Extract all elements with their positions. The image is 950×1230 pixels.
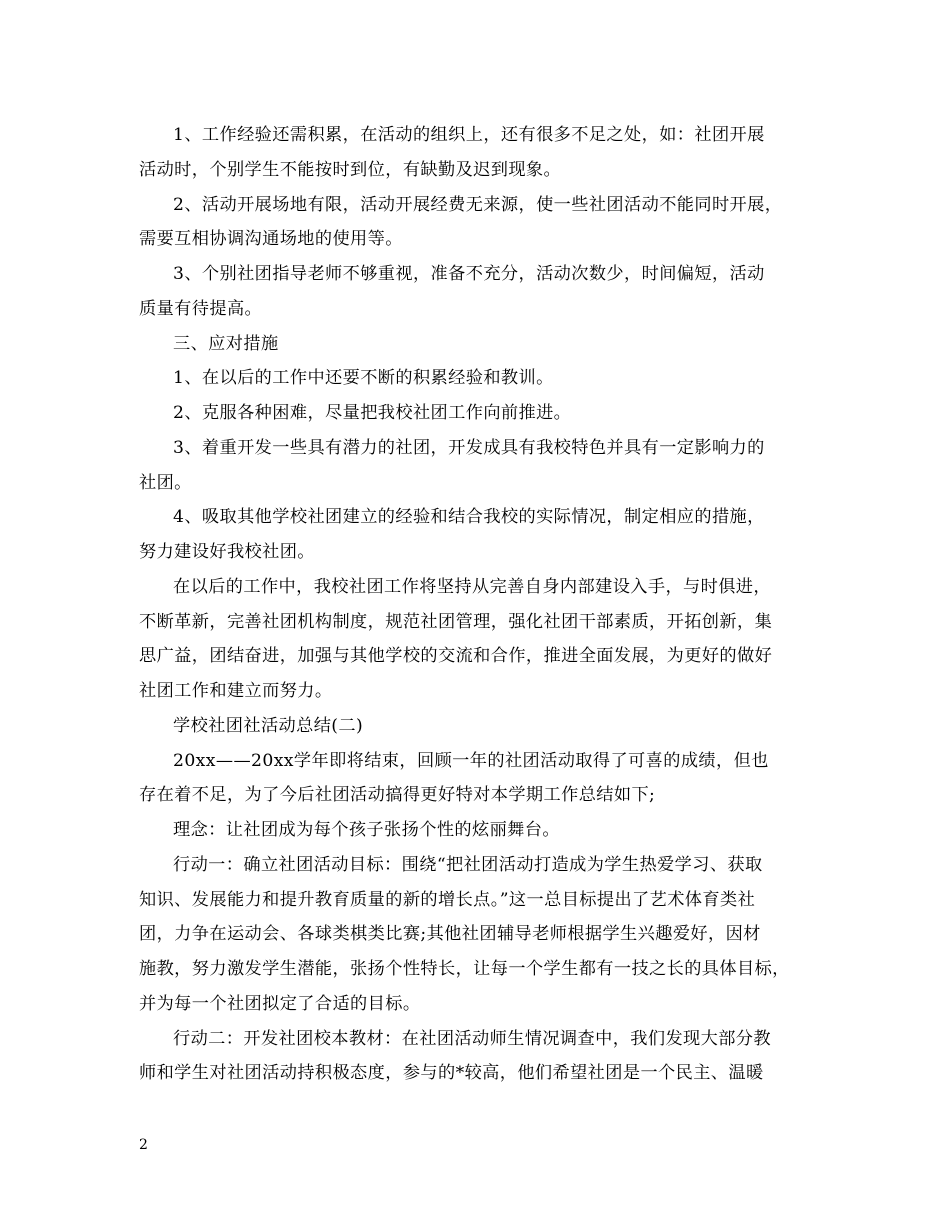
paragraph-line: 团，力争在运动会、各球类棋类比赛;其他社团辅导老师根据学生兴趣爱好，因材	[139, 924, 761, 945]
paragraph-line: 社团工作和建立而努力。	[139, 681, 333, 701]
paragraph-line: 4、吸取其他学校社团建立的经验和结合我校的实际情况，制定相应的措施，	[173, 507, 765, 528]
paragraph-line: 1、在以后的工作中还要不断的积累经验和教训。	[173, 368, 554, 389]
paragraph-line: 2、活动开展场地有限，活动开展经费无来源，使一些社团活动不能同时开展，	[173, 194, 783, 215]
paragraph-line: 不断革新，完善社团机构制度，规范社团管理，强化社团干部素质，开拓创新，集	[139, 611, 773, 632]
paragraph-line: 行动一：确立社团活动目标：围绕“把社团活动打造成为学生热爱学习、获取	[173, 854, 763, 875]
paragraph-line: 20xx——20xx学年即将结束，回顾一年的社团活动取得了可喜的成绩，但也	[173, 750, 769, 771]
paragraph-line: 行动二：开发社团校本教材：在社团活动师生情况调查中，我们发现大部分教	[173, 1028, 771, 1049]
paragraph-line: 师和学生对社团活动持积极态度，参与的*较高，他们希望社团是一个民主、温暖	[139, 1063, 764, 1084]
paragraph-line: 知识、发展能力和提升教育质量的新的增长点。”这一总目标提出了艺术体育类社	[139, 889, 756, 910]
paragraph-line: 质量有待提高。	[139, 298, 263, 319]
paragraph-line: 3、着重开发一些具有潜力的社团，开发成具有我校特色并具有一定影响力的	[173, 437, 765, 458]
paragraph-line: 思广益，团结奋进，加强与其他学校的交流和合作，推进全面发展，为更好的做好	[139, 646, 773, 667]
paragraph-line: 3、个别社团指导老师不够重视，准备不充分，活动次数少，时间偏短，活动	[173, 264, 765, 284]
paragraph-line: 在以后的工作中，我校社团工作将坚持从完善自身内部建设入手，与时俱进，	[173, 576, 771, 597]
paragraph-line: 需要互相协调沟通场地的使用等。	[139, 229, 403, 250]
section-title: 学校社团社活动总结(二)	[173, 715, 364, 736]
paragraph-line: 活动时，个别学生不能按时到位，有缺勤及迟到现象。	[139, 159, 562, 180]
paragraph-line: 努力建设好我校社团。	[139, 542, 315, 562]
paragraph-line: 2、克服各种困难，尽量把我校社团工作向前推进。	[173, 403, 572, 423]
paragraph-line: 并为每一个社团拟定了合适的目标。	[139, 993, 421, 1014]
document-body	[139, 118, 839, 1091]
paragraph-line: 理念：让社团成为每个孩子张扬个性的炫丽舞台。	[173, 820, 560, 840]
page-number: 2	[139, 1137, 148, 1153]
paragraph-line: 1、工作经验还需积累，在活动的组织上，还有很多不足之处，如：社团开展	[173, 125, 765, 145]
paragraph-line: 社团。	[139, 472, 192, 493]
section-heading: 三、应对措施	[173, 333, 279, 354]
paragraph-line: 存在着不足，为了今后社团活动搞得更好特对本学期工作总结如下;	[139, 785, 656, 806]
paragraph-line: 施教，努力激发学生潜能，张扬个性特长，让每一个学生都有一技之长的具体目标，	[139, 959, 790, 979]
